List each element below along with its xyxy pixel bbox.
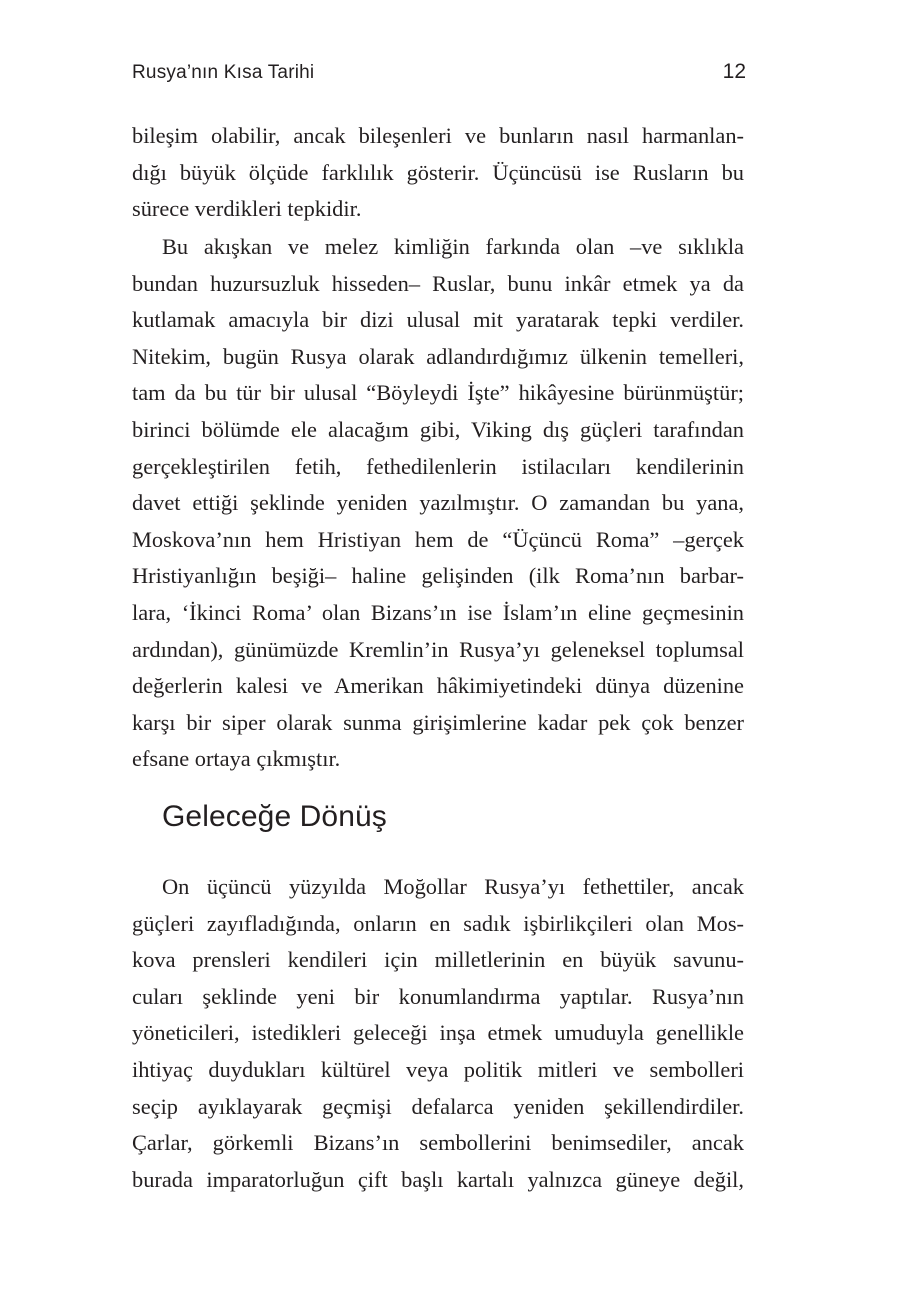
text-line: Bu akışkan ve melez kimliğin farkında olan –ve sıklıkla — [162, 234, 744, 259]
text-line: tam da bu tür bir ulusal “Böyleydi İşte” hikâyesine bürünmüştür; — [132, 380, 744, 406]
text-line: yöneticileri, istedikleri geleceği inşa etmek umuduyla genellikle — [132, 1020, 744, 1046]
text-line: kova prensleri kendileri için milletlerinin en büyük savunu- — [132, 947, 744, 973]
text-line: Çarlar, görkemli Bizans’ın sembollerini benimsediler, ancak — [132, 1130, 744, 1156]
text-line: kutlamak amacıyla bir dizi ulusal mit yaratarak tepki verdiler. — [132, 307, 744, 333]
text-line: lara, ‘İkinci Roma’ olan Bizans’ın ise İslam’ın eline geçmesinin — [132, 599, 744, 625]
running-title: Rusya’nın Kısa Tarihi — [132, 62, 315, 83]
paragraph-2 — [132, 229, 744, 778]
text-line: Moskova’nın hem Hristiyan hem de “Üçüncü Roma” –gerçek — [132, 526, 744, 552]
text-line: dığı büyük ölçüde farklılık gösterir. Üçüncüsü ise Rusların bu — [132, 159, 744, 185]
text-line: burada imparatorluğun çift başlı kartalı yalnızca güneye değil, — [132, 1166, 744, 1192]
section-paragraph — [132, 869, 744, 1198]
text-line: Nitekim, bugün Rusya olarak adlandırdığımız ülkenin temelleri, — [132, 343, 744, 369]
text-line: karşı bir siper olarak sunma girişimlerine kadar pek çok benzer — [132, 709, 744, 735]
text-line: ihtiyaç duydukları kültürel veya politik mitleri ve sembolleri — [132, 1056, 744, 1082]
text-line: Hristiyanlığın beşiği– haline gelişinden (ilk Roma’nın barbar- — [132, 563, 744, 589]
text-line: On üçüncü yüzyılda Moğollar Rusya’yı fethettiler, ancak — [162, 874, 744, 899]
text-line: bundan huzursuzluk hisseden– Ruslar, bunu inkâr etmek ya da — [132, 270, 744, 296]
text-line: birinci bölümde ele alacağım gibi, Viking dış güçleri tarafından — [132, 416, 744, 442]
text-line: davet ettiği şeklinde yeniden yazılmıştır. O zamandan bu yana, — [132, 490, 744, 516]
text-line: değerlerin kalesi ve Amerikan hâkimiyetindeki dünya düzenine — [132, 673, 744, 699]
text-line: gerçekleştirilen fetih, fethedilenlerin istilacıları kendilerinin — [132, 453, 744, 479]
text-line: bileşim olabilir, ancak bileşenleri ve bunların nasıl harmanlan- — [132, 123, 744, 148]
text-line: ardından), günümüzde Kremlin’in Rusya’yı geleneksel toplumsal — [132, 636, 744, 662]
text-line: efsane ortaya çıkmıştır. — [132, 746, 341, 772]
page-number: 12 — [722, 60, 746, 83]
text-line: güçleri zayıfladığında, onların en sadık işbirlikçileri olan Mos- — [132, 910, 744, 936]
text-line: cuları şeklinde yeni bir konumlandırma yaptılar. Rusya’nın — [132, 983, 744, 1009]
section-heading: Geleceğe Dönüş — [162, 800, 387, 833]
text-line: sürece verdikleri tepkidir. — [132, 196, 362, 222]
text-line: seçip ayıklayarak geçmişi defalarca yeniden şekillendirdiler. — [132, 1093, 744, 1119]
paragraph-1 — [132, 118, 744, 228]
